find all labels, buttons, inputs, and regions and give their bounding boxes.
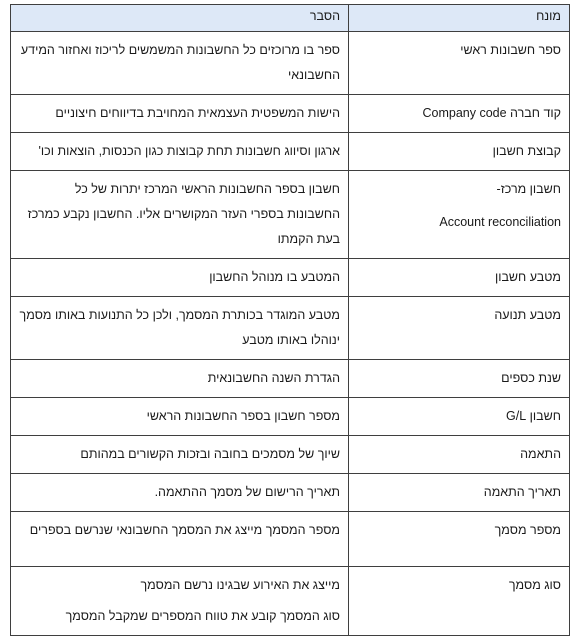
- table-row: [11, 436, 570, 474]
- explanation-cell: ארגון וסיווג חשבונות תחת קבוצות כגון הכנסות, הוצאות וכו': [11, 133, 349, 171]
- table-row: [11, 133, 570, 171]
- header-row: [11, 5, 570, 32]
- table-row: [11, 171, 570, 259]
- explanation-cell: המטבע בו מנוהל החשבון: [11, 259, 349, 297]
- explanation-cell: חשבון בספר החשבונות הראשי המרכז יתרות של כל החשבונות בספרי העזר המקושרים אליו. החשבון נקבע כמרכז בעת הקמתו: [11, 171, 349, 259]
- term-cell: מטבע חשבון: [349, 259, 570, 297]
- table-row: [11, 259, 570, 297]
- term-cell-line: חשבון מרכז-: [496, 182, 561, 196]
- explanation-line: סוג המסמך קובע את טווח המספרים שמקבל המסמך: [65, 609, 340, 623]
- table-row: [11, 95, 570, 133]
- term-cell: שנת כספים: [349, 360, 570, 398]
- explanation-cell: הגדרת השנה החשבונאית: [11, 360, 349, 398]
- term-cell: מטבע תנועה: [349, 297, 570, 360]
- explanation-cell: מספר המסמך מייצג את המסמך החשבונאי שנרשם בספרים: [11, 512, 349, 567]
- term-cell: התאמה: [349, 436, 570, 474]
- table-row: [11, 360, 570, 398]
- table-row: [11, 567, 570, 636]
- explanation-cell: שיוך של מסמכים בחובה ובזכות הקשורים במהותם: [11, 436, 349, 474]
- table-row: [11, 398, 570, 436]
- table-row: [11, 32, 570, 95]
- term-cell: קבוצת חשבון: [349, 133, 570, 171]
- explanation-line: מייצג את האירוע שבגינו נרשם המסמך: [140, 578, 340, 592]
- explanation-column-header: הסבר: [11, 5, 349, 32]
- explanation-cell: הישות המשפטית העצמאית המחויבת בדיווחים חיצוניים: [11, 95, 349, 133]
- term-cell: סוג מסמך: [349, 567, 570, 636]
- table-row: [11, 474, 570, 512]
- explanation-cell: מטבע המוגדר בכותרת המסמך, ולכן כל התנועות באותו מסמך ינוהלו באותו מטבע: [11, 297, 349, 360]
- table-row: [11, 297, 570, 360]
- term-cell: ספר חשבונות ראשי: [349, 32, 570, 95]
- term-cell: [349, 171, 570, 259]
- glossary-table: [10, 4, 570, 636]
- explanation-cell: תאריך הרישום של מסמך ההתאמה.: [11, 474, 349, 512]
- explanation-cell: [11, 567, 349, 636]
- explanation-cell: ספר בו מרוכזים כל החשבונות המשמשים לריכוז ואחזור המידע החשבונאי: [11, 32, 349, 95]
- term-cell: חשבון G/L: [349, 398, 570, 436]
- explanation-cell: מספר חשבון בספר החשבונות הראשי: [11, 398, 349, 436]
- term-cell-line: Account reconciliation: [439, 215, 561, 229]
- term-cell: תאריך התאמה: [349, 474, 570, 512]
- term-column-header: מונח: [349, 5, 570, 32]
- table-row: [11, 512, 570, 567]
- term-cell: מספר מסמך: [349, 512, 570, 567]
- term-cell: Company code קוד חברה: [349, 95, 570, 133]
